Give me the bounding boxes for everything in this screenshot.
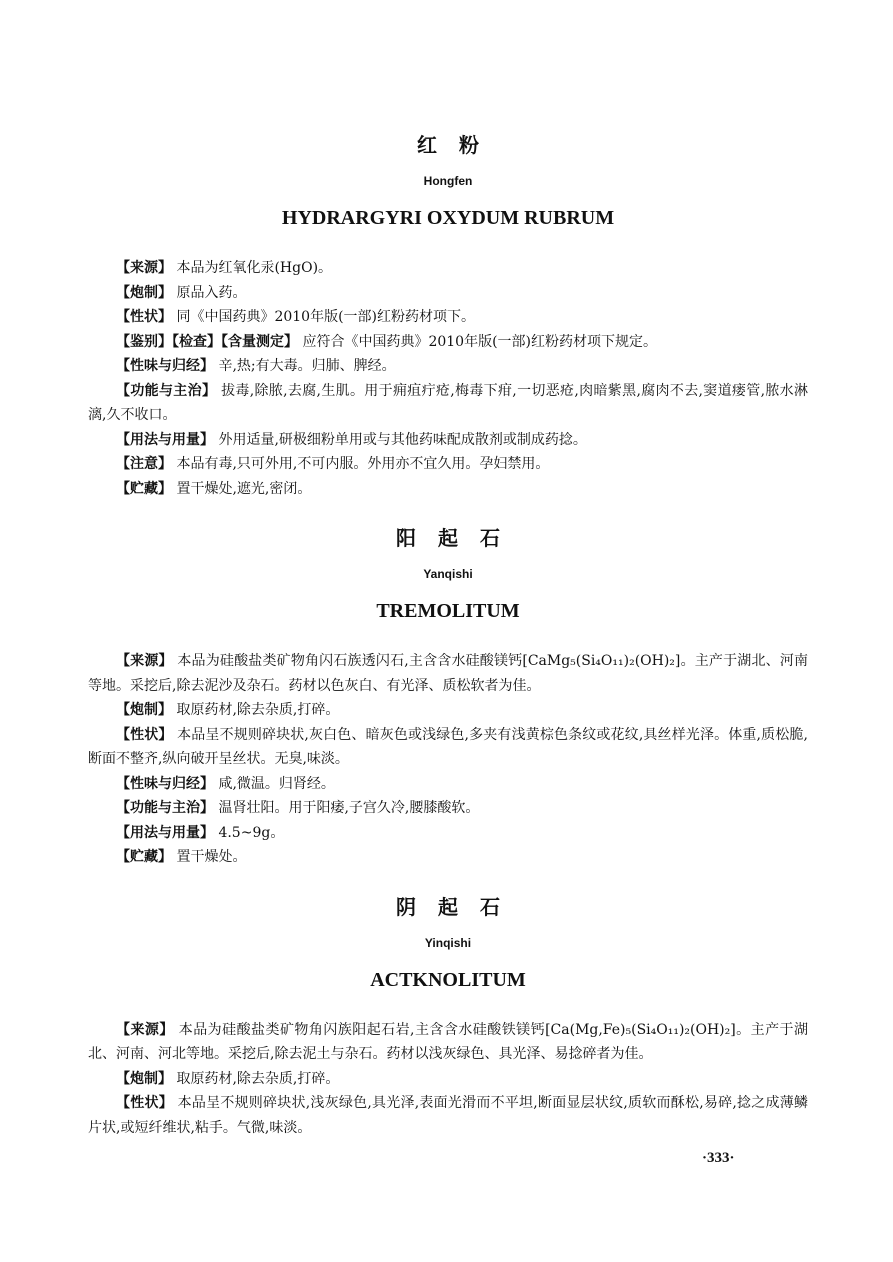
- item-text: 外用适量,研极细粉单用或与其他药味配成散剂或制成药捻。: [218, 431, 587, 448]
- item-label: 【来源】: [116, 1021, 174, 1038]
- entry-pinyin: Hongfen: [423, 174, 473, 188]
- entry-item: [88, 772, 808, 797]
- entry-yinqishi: [88, 892, 808, 1141]
- item-text: 本品为硅酸盐类矿物角闪石族透闪石,主含含水硅酸镁钙[CaMg₅(Si₄O₁₁)₂(OH)₂]。主产于湖北、河南等地。采挖后,除去泥沙及杂石。药材以色灰白、有光泽、质松软者为佳。: [88, 653, 809, 694]
- entry-item: [88, 428, 808, 453]
- entry-item: [88, 452, 808, 477]
- item-label: 【来源】: [116, 653, 173, 669]
- entry-latin-name: HYDRARGYRI OXYDUM RUBRUM: [281, 207, 615, 229]
- item-text: 咸,微温。归肾经。: [218, 775, 335, 792]
- item-label: 【炮制】: [116, 1070, 172, 1087]
- item-label: 【性状】: [116, 726, 173, 743]
- item-text: 本品为红氧化汞(HgO)。: [176, 260, 333, 276]
- page-number: ·333·: [702, 1150, 735, 1166]
- item-text: 原品入药。: [176, 284, 247, 301]
- item-label: 【贮藏】: [116, 480, 172, 497]
- entry-spacer: [88, 870, 808, 892]
- item-text: 取原药材,除去杂质,打碎。: [176, 1070, 340, 1087]
- item-label: 【性状】: [116, 309, 172, 325]
- item-label: 【炮制】: [116, 284, 172, 301]
- item-label: 【功能与主治】: [116, 800, 214, 816]
- entry-item: [88, 1067, 808, 1092]
- item-label: 【注意】: [116, 456, 172, 472]
- entry-yanqishi: [88, 523, 808, 870]
- item-label: 【鉴别】【检查】【含量测定】: [116, 333, 298, 350]
- entry-pinyin: Yinqishi: [424, 935, 472, 950]
- item-text: 本品有毒,只可外用,不可内服。外用亦不宜久用。孕妇禁用。: [176, 456, 550, 472]
- item-text: 置干燥处。: [176, 849, 247, 865]
- item-text: 同《中国药典》2010年版(一部)红粉药材项下。: [176, 309, 476, 325]
- entry-latin-name: TREMOLITUM: [376, 600, 520, 622]
- item-text: 取原药材,除去杂质,打碎。: [176, 702, 340, 718]
- entry-item: [88, 330, 808, 355]
- item-label: 【性味与归经】: [116, 358, 214, 374]
- item-text: 温肾壮阳。用于阳痿,子宫久冷,腰膝酸软。: [218, 800, 480, 816]
- document-page: [88, 130, 808, 1140]
- entry-item: [88, 796, 808, 821]
- entry-item: [88, 256, 808, 281]
- entry-item: [88, 477, 808, 502]
- item-label: 【功能与主治】: [116, 382, 217, 399]
- entry-item: [88, 845, 808, 870]
- item-text: 辛,热;有大毒。归肺、脾经。: [218, 358, 396, 374]
- item-label: 【来源】: [116, 260, 172, 276]
- entry-title-zh: 阴起石: [396, 894, 522, 919]
- entry-latin-name: ACTKNOLITUM: [370, 968, 526, 991]
- entry-spacer: [88, 501, 808, 523]
- entry-item: [88, 821, 808, 846]
- item-label: 【贮藏】: [116, 849, 172, 865]
- entry-item: [88, 379, 808, 428]
- entry-item: [88, 698, 808, 723]
- entry-item: [88, 723, 808, 772]
- entry-item: [88, 281, 808, 306]
- item-label: 【性味与归经】: [116, 775, 214, 792]
- item-text: 本品为硅酸盐类矿物角闪族阳起石岩,主含含水硅酸铁镁钙[Ca(Mg,Fe)₅(Si₄O₁₁)₂(OH)₂]。主产于湖北、河南、河北等地。采挖后,除去泥土与杂石。药材以浅灰绿色、具光泽、易捻碎者为佳。: [88, 1021, 809, 1062]
- entry-item: [88, 305, 808, 330]
- item-label: 【用法与用量】: [116, 431, 214, 448]
- item-label: 【性状】: [116, 1095, 173, 1111]
- item-text: 置干燥处,遮光,密闭。: [176, 480, 312, 497]
- entry-item: [88, 1018, 808, 1067]
- item-text: 本品呈不规则碎块状,浅灰绿色,具光泽,表面光滑而不平坦,断面显层状纹,质软而酥松,易碎,捻之成薄鳞片状,或短纤维状,粘手。气微,味淡。: [88, 1095, 808, 1136]
- entry-title-zh: 红粉: [417, 133, 501, 157]
- item-text: 拔毒,除脓,去腐,生肌。用于痈疽疔疮,梅毒下疳,一切恶疮,肉暗紫黑,腐肉不去,窦道瘘管,脓水淋漓,久不收口。: [88, 382, 809, 423]
- entry-title-zh: 阳起石: [396, 526, 522, 550]
- item-text: 本品呈不规则碎块状,灰白色、暗灰色或浅绿色,多夹有浅黄棕色条纹或花纹,具丝样光泽。体重,质松脆,断面不整齐,纵向破开呈丝状。无臭,味淡。: [88, 726, 808, 767]
- item-label: 【炮制】: [116, 702, 172, 718]
- entry-item: [88, 649, 808, 698]
- entry-hongfen: [88, 130, 808, 501]
- item-text: 4.5~9g。: [218, 824, 285, 841]
- item-label: 【用法与用量】: [116, 824, 214, 841]
- entry-pinyin: Yanqishi: [423, 567, 473, 581]
- entry-item: [88, 1091, 808, 1140]
- entry-item: [88, 354, 808, 379]
- item-text: 应符合《中国药典》2010年版(一部)红粉药材项下规定。: [302, 333, 658, 350]
